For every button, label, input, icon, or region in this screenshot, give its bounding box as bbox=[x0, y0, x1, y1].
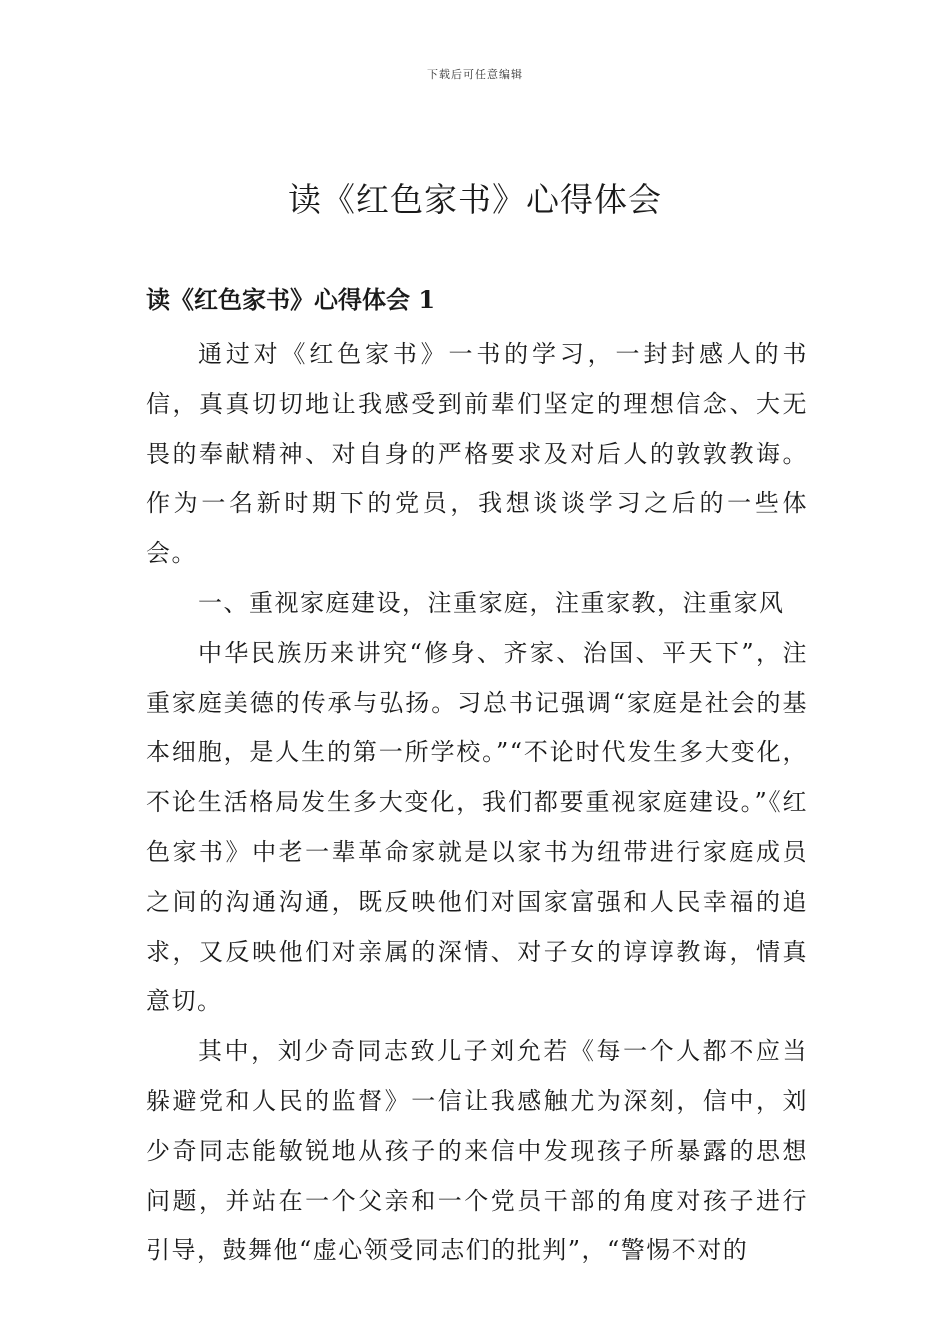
section-heading: 读《红色家书》心得体会 1 bbox=[146, 285, 436, 314]
document-body bbox=[146, 330, 808, 1276]
header-note: 下载后可任意编辑 bbox=[427, 68, 523, 81]
paragraph-liu-shaoqi: 其中，刘少奇同志致儿子刘允若《每一个人都不应当躲避党和人民的监督》一信让我感触尤为深刻，信中，刘少奇同志能敏锐地从孩子的来信中发现孩子所暴露的思想问题，并站在一个父亲和一个党员干部的角度对孩子进行引导，鼓舞他“虚心领受同志们的批判”，“警惕不对的 bbox=[146, 1037, 808, 1265]
paragraph-subheading: 一、重视家庭建设，注重家庭，注重家教，注重家风 bbox=[198, 588, 785, 617]
paragraph-family: 中华民族历来讲究“修身、齐家、治国、平天下”，注重家庭美德的传承与弘扬。习总书记强调“家庭是社会的基本细胞，是人生的第一所学校。”“不论时代发生多大变化，不论生活格局发生多大变化，我们都要重视家庭建设。”《红色家书》中老一辈革命家就是以家书为纽带进行家庭成员之间的沟通沟通，既反映他们对国家富强和人民幸福的追求，又反映他们对亲属的深情、对子女的谆谆教诲，情真意切。 bbox=[146, 638, 808, 1016]
paragraph-intro: 通过对《红色家书》一书的学习，一封封感人的书信，真真切切地让我感受到前辈们坚定的理想信念、大无畏的奉献精神、对自身的严格要求及对后人的敦敦教诲。作为一名新时期下的党员，我想谈谈学习之后的一些体会。 bbox=[146, 340, 808, 568]
document-title: 读《红色家书》心得体会 bbox=[288, 180, 662, 219]
